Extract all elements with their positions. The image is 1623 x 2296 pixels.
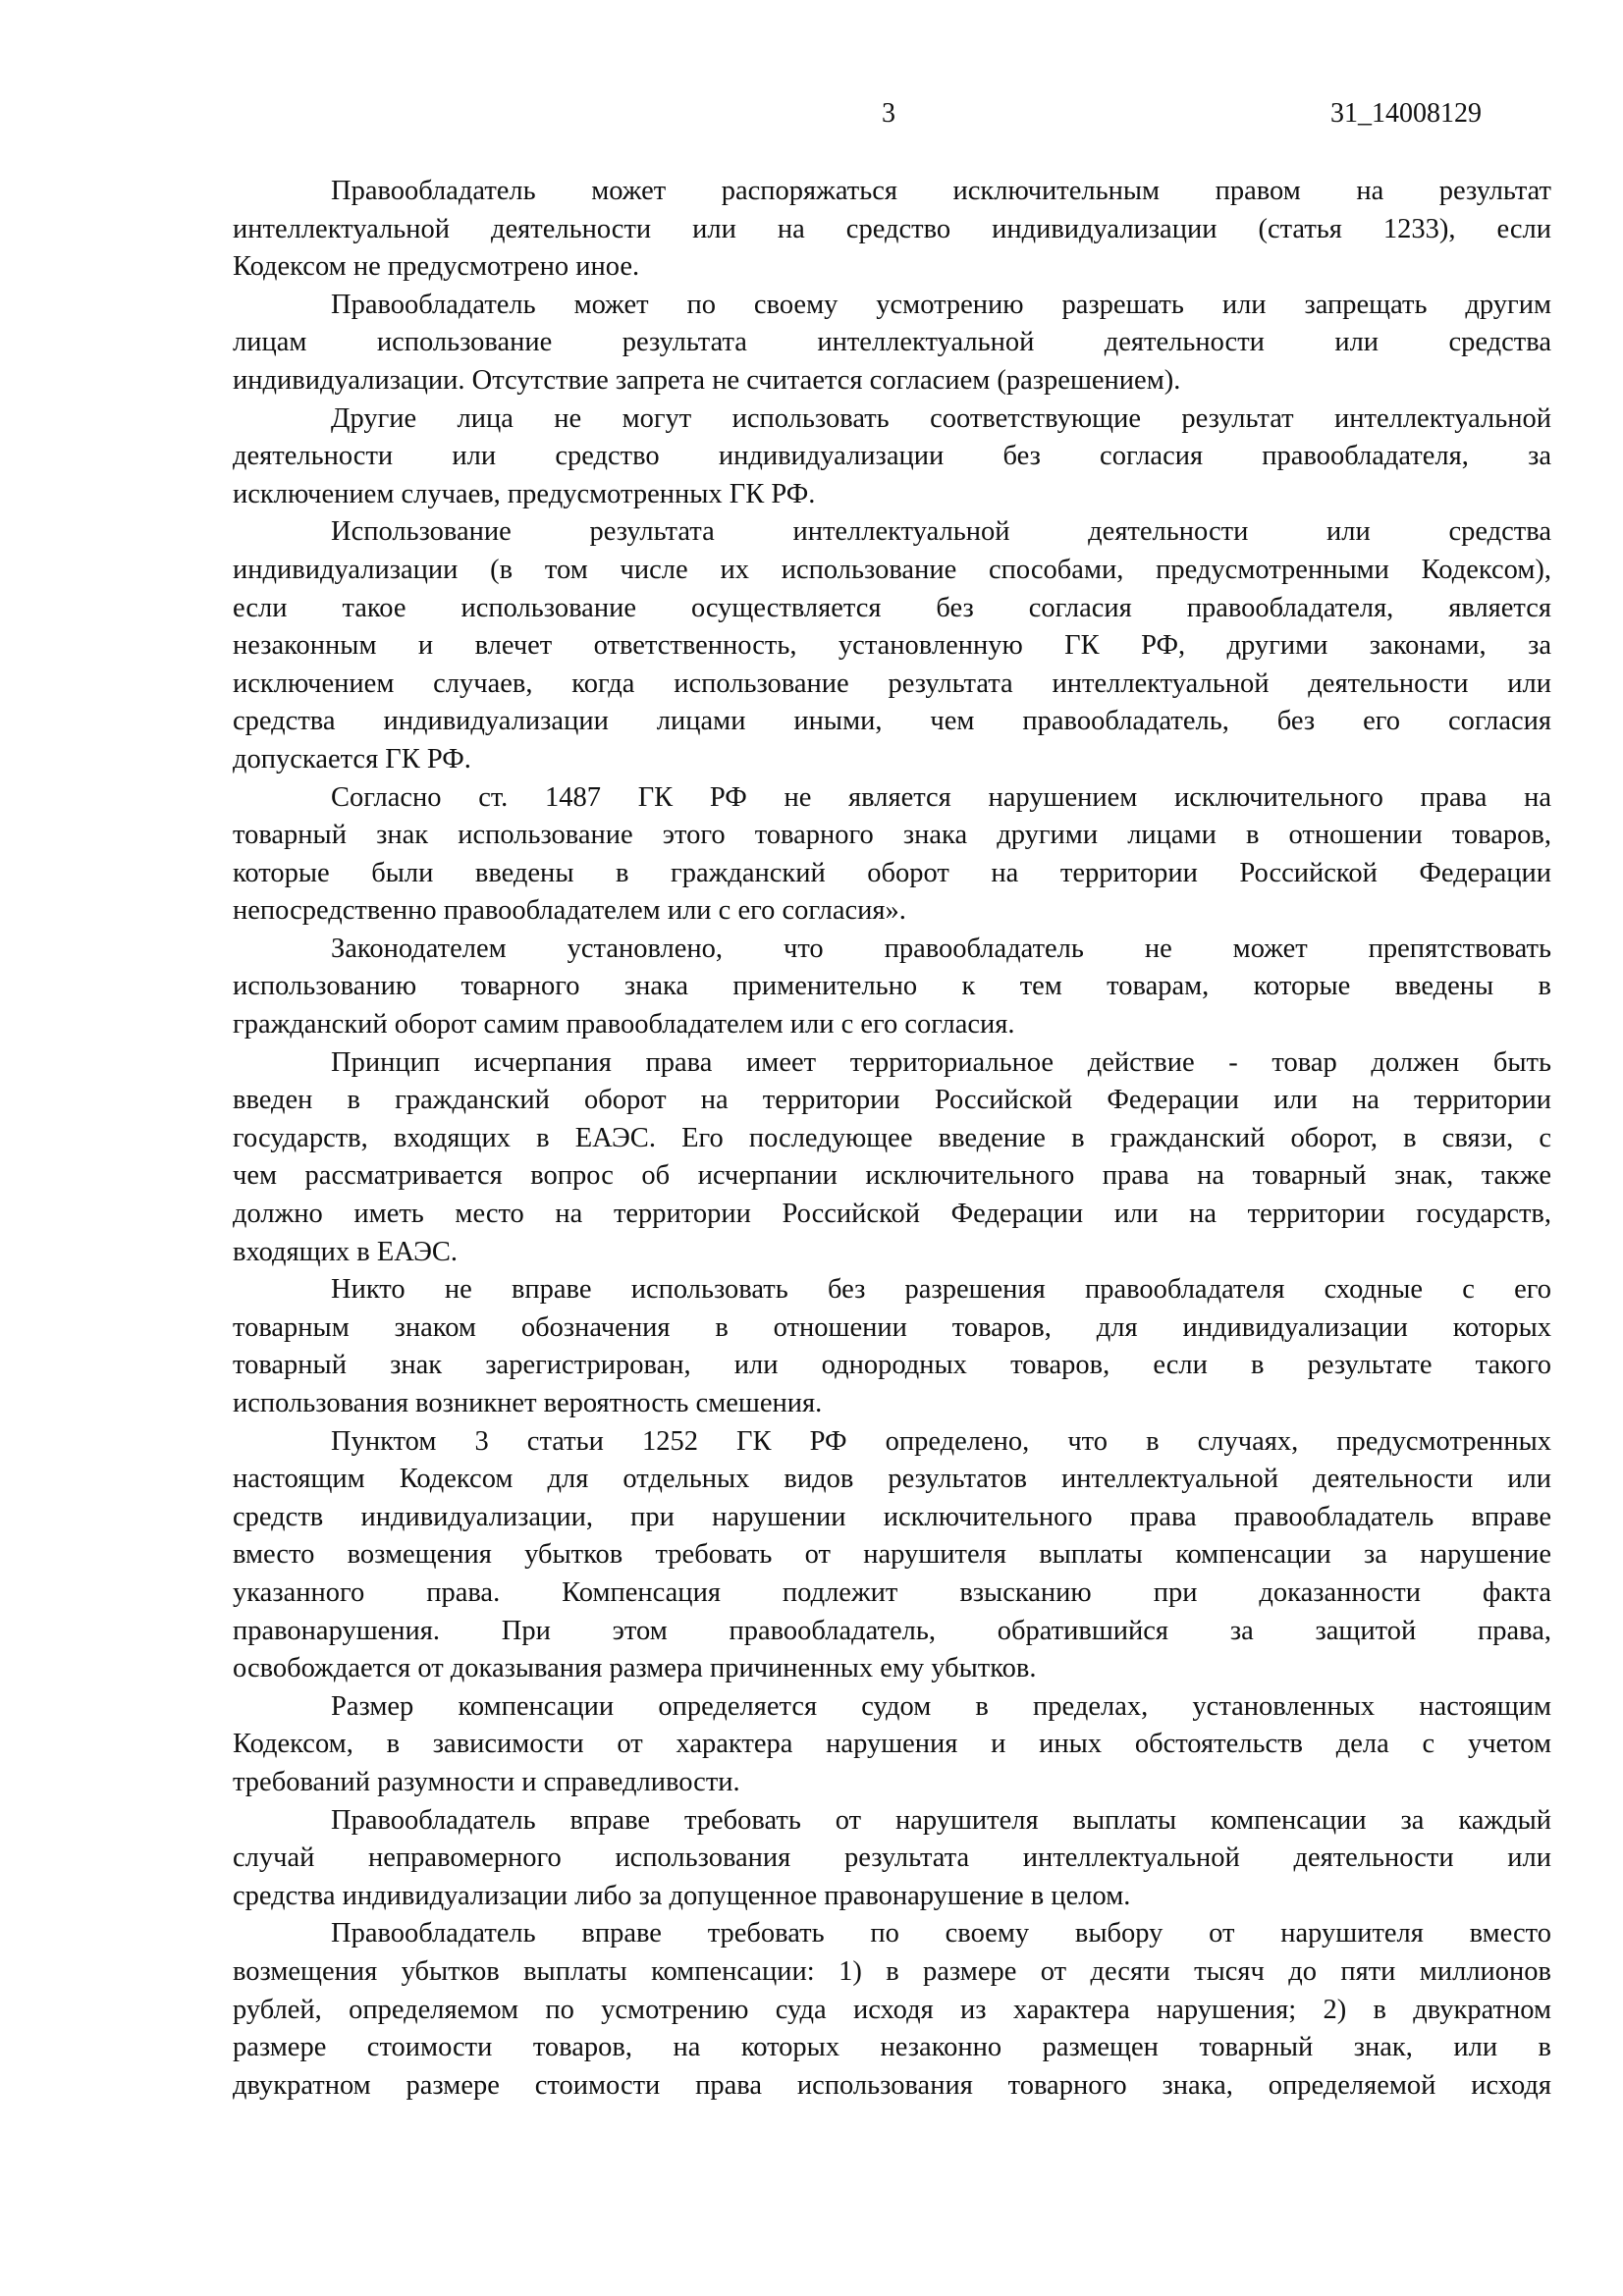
paragraph xyxy=(233,1915,1551,2105)
text-line: Правообладатель вправе требовать по своему выбору от нарушителя вместо xyxy=(331,1918,1551,1949)
text-line: входящих в ЕАЭС. xyxy=(233,1236,459,1267)
text-line: Правообладатель вправе требовать от нарушителя выплаты компенсации за каждый xyxy=(331,1804,1551,1836)
text-line: Правообладатель может распоряжаться исключительным правом на результат xyxy=(331,176,1551,206)
paragraph xyxy=(233,931,1551,1044)
text-line: Законодателем установлено, что правообладатель не может препятствовать xyxy=(331,933,1551,964)
paragraph xyxy=(233,1688,1551,1802)
text-line: незаконным и влечет ответственность, установленную ГК РФ, другими законами, за xyxy=(233,630,1551,662)
paragraph xyxy=(233,287,1551,400)
document-body xyxy=(233,173,1551,2105)
text-line: введен в гражданский оборот на территории Российской Федерации или на территории xyxy=(233,1085,1551,1116)
text-line: товарным знаком обозначения в отношении товаров, для индивидуализации которых xyxy=(233,1311,1551,1343)
text-line: средства индивидуализации лицами иными, чем правообладатель, без его согласия xyxy=(233,706,1551,737)
text-line: Использование результата интеллектуальной деятельности или средства xyxy=(331,516,1551,548)
document-id: 31_14008129 xyxy=(1330,98,1482,129)
paragraph xyxy=(233,400,1551,514)
page-number: 3 xyxy=(882,98,895,129)
paragraph xyxy=(233,1423,1551,1688)
text-line: непосредственно правообладателем или с его согласия». xyxy=(233,895,906,927)
text-line: исключением случаев, когда использование результата интеллектуальной деятельности или xyxy=(233,667,1551,699)
text-line: размере стоимости товаров, на которых незаконно размещен товарный знак, или в xyxy=(233,2032,1551,2063)
text-line: возмещения убытков выплаты компенсации: 1) в размере от десяти тысяч до пяти миллионов xyxy=(233,1955,1551,1987)
text-line: вместо возмещения убытков требовать от нарушителя выплаты компенсации за нарушение xyxy=(233,1539,1551,1571)
text-line: правонарушения. При этом правообладатель, обратившийся за защитой права, xyxy=(233,1615,1551,1646)
text-line: средств индивидуализации, при нарушении исключительного права правообладатель вправе xyxy=(233,1501,1551,1532)
paragraph xyxy=(233,779,1551,931)
text-line: должно иметь место на территории Российской Федерации или на территории государств, xyxy=(233,1199,1551,1230)
text-line: индивидуализации (в том числе их использование способами, предусмотренными Кодексом), xyxy=(233,554,1551,585)
text-line: интеллектуальной деятельности или на средство индивидуализации (статья 1233), если xyxy=(233,213,1551,244)
text-line: лицам использование результата интеллектуальной деятельности или средства xyxy=(233,327,1551,358)
text-line: Кодексом, в зависимости от характера нарушения и иных обстоятельств дела с учетом xyxy=(233,1729,1551,1760)
text-line: Согласно ст. 1487 ГК РФ не является нарушением исключительного права на xyxy=(331,781,1551,813)
page-header xyxy=(0,98,1623,137)
text-line: освобождается от доказывания размера причиненных ему убытков. xyxy=(233,1653,1037,1684)
text-line: которые были введены в гражданский оборот на территории Российской Федерации xyxy=(233,857,1551,888)
paragraph xyxy=(233,1802,1551,1916)
paragraph xyxy=(233,173,1551,287)
text-line: чем рассматривается вопрос об исчерпании исключительного права на товарный знак, также xyxy=(233,1160,1551,1192)
text-line: использования возникнет вероятность смешения. xyxy=(233,1388,823,1418)
text-line: случай неправомерного использования результата интеллектуальной деятельности или xyxy=(233,1842,1551,1874)
text-line: товарный знак использование этого товарного знака другими лицами в отношении товаров, xyxy=(233,820,1551,851)
paragraph xyxy=(233,1044,1551,1272)
text-line: средства индивидуализации либо за допущенное правонарушение в целом. xyxy=(233,1880,1131,1911)
paragraph xyxy=(233,1271,1551,1422)
text-line: требований разумности и справедливости. xyxy=(233,1766,740,1797)
text-line: если такое использование осуществляется без согласия правообладателя, является xyxy=(233,592,1551,623)
text-line: Принцип исчерпания права имеет территориальное действие - товар должен быть xyxy=(331,1046,1551,1078)
text-line: настоящим Кодексом для отдельных видов результатов интеллектуальной деятельности или xyxy=(233,1464,1551,1495)
text-line: исключением случаев, предусмотренных ГК РФ. xyxy=(233,478,816,509)
paragraph xyxy=(233,513,1551,778)
text-line: Никто не вправе использовать без разрешения правообладателя сходные с его xyxy=(331,1274,1551,1306)
text-line: гражданский оборот самим правообладателем или с его согласия. xyxy=(233,1009,1015,1041)
text-line: Другие лица не могут использовать соответствующие результат интеллектуальной xyxy=(331,402,1551,434)
text-line: допускается ГК РФ. xyxy=(233,743,471,774)
text-line: использованию товарного знака применительно к тем товарам, которые введены в xyxy=(233,971,1551,1002)
text-line: товарный знак зарегистрирован, или однородных товаров, если в результате такого xyxy=(233,1350,1551,1381)
text-line: индивидуализации. Отсутствие запрета не считается согласием (разрешением). xyxy=(233,364,1181,396)
text-line: государств, входящих в ЕАЭС. Его последующее введение в гражданский оборот, в связи, с xyxy=(233,1122,1551,1153)
text-line: Кодексом не предусмотрено иное. xyxy=(233,251,640,283)
text-line: двукратном размере стоимости права использования товарного знака, определяемой исходя xyxy=(233,2069,1551,2101)
text-line: рублей, определяемом по усмотрению суда исходя из характера нарушения; 2) в двукратном xyxy=(233,1994,1551,2025)
text-line: деятельности или средство индивидуализации без согласия правообладателя, за xyxy=(233,441,1551,472)
text-line: Пунктом 3 статьи 1252 ГК РФ определено, что в случаях, предусмотренных xyxy=(331,1425,1551,1457)
text-line: Размер компенсации определяется судом в пределах, установленных настоящим xyxy=(331,1690,1551,1722)
text-line: указанного права. Компенсация подлежит взысканию при доказанности факта xyxy=(233,1576,1551,1608)
text-line: Правообладатель может по своему усмотрению разрешать или запрещать другим xyxy=(331,289,1551,320)
